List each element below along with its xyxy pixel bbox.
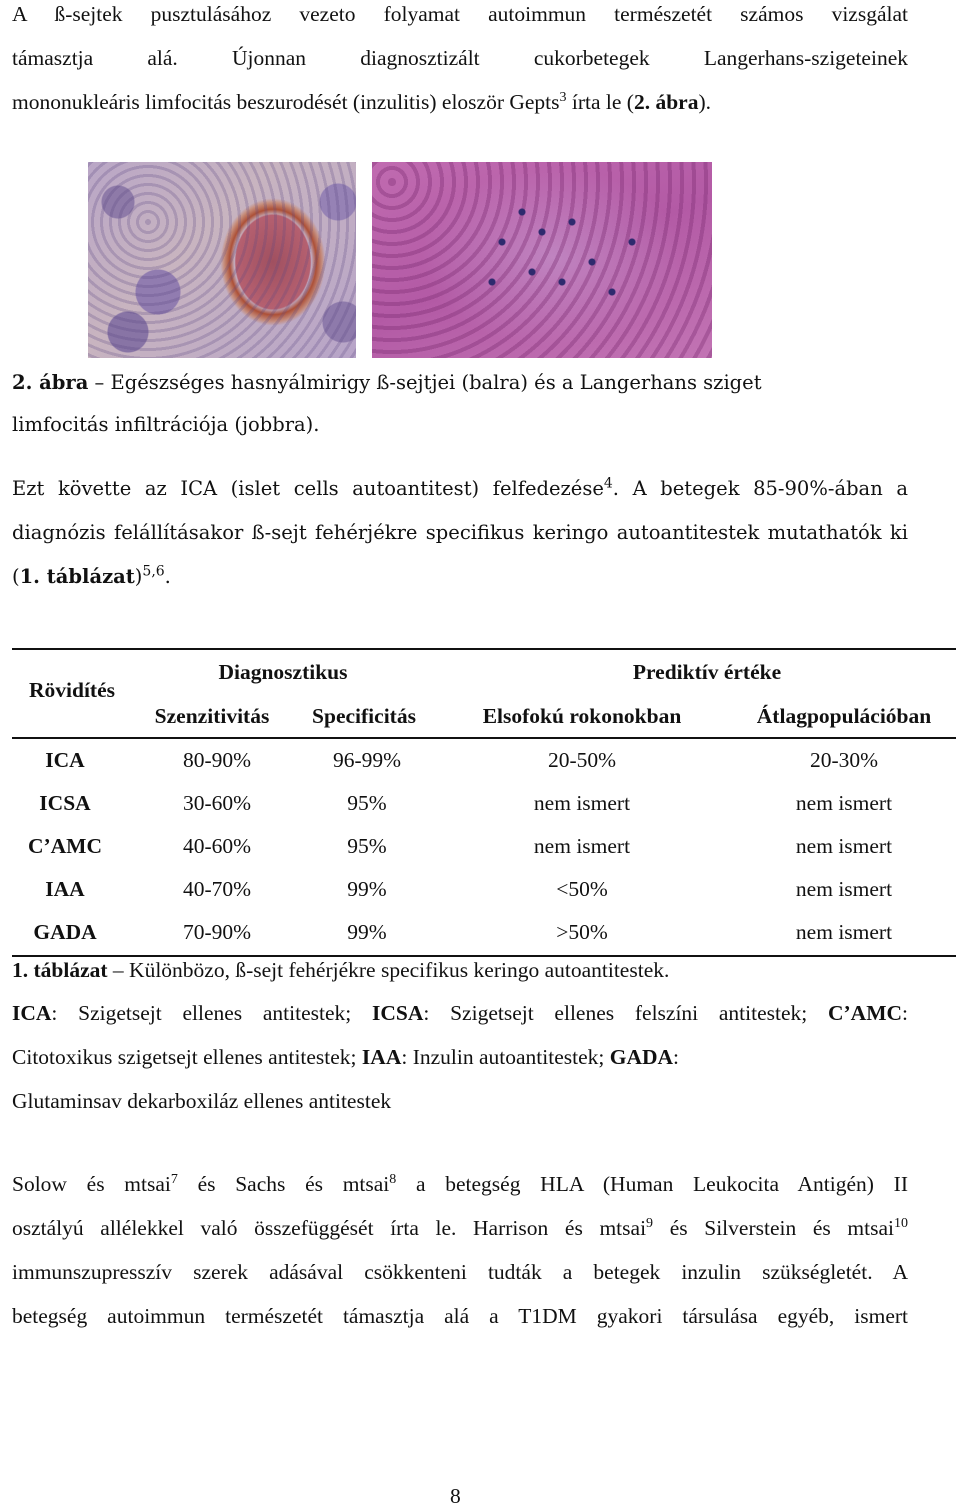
text-line — [12, 80, 908, 124]
citation-3: 3 — [559, 89, 567, 105]
header-first-degree: Elsofokú rokonokban — [482, 704, 682, 728]
row-camc-avg: nem ismert — [795, 834, 893, 858]
text-line: betegség autoimmun természetét támasztja alá a T1DM gyakori társulása egyéb, ismert — [12, 1304, 908, 1328]
header-average-population: Átlagpopulációban — [756, 704, 932, 728]
row-gada-avg: nem ismert — [795, 920, 893, 944]
row-ica-avg: 20-30% — [809, 748, 879, 772]
figure-image-insulitis — [372, 162, 712, 358]
abbr-term: ICA — [12, 1001, 52, 1025]
abbr-term: C’AMC — [827, 1001, 903, 1025]
caption-line — [12, 948, 952, 992]
text: Solow és mtsai — [12, 1172, 171, 1196]
row-iaa-abbr: IAA — [45, 877, 85, 901]
row-icsa-avg: nem ismert — [795, 791, 893, 815]
caption-label: 1. táblázat — [12, 958, 108, 982]
text: : Szigetsejt ellenes felszíni antitestek; — [423, 1001, 828, 1025]
text-line: diagnózis felállításakor ß-sejt fehérjékre specifikus keringo autoantitestek mutathatók ki — [12, 521, 908, 544]
row-ica-sens: 80-90% — [182, 748, 252, 772]
text-line — [12, 1206, 908, 1250]
text-line: támasztja alá. Újonnan diagnosztizált cukorbetegek Langerhans-szigeteinek — [12, 46, 908, 70]
row-ica-spec: 96-99% — [332, 748, 402, 772]
paragraph-intro — [12, 0, 908, 124]
table-ref: 1. táblázat — [19, 565, 135, 588]
row-icsa-spec: 95% — [347, 791, 387, 815]
abbr-term: ICSA — [372, 1001, 424, 1025]
text: : Inzulin autoantitestek; — [401, 1045, 610, 1069]
figure-caption — [12, 362, 908, 446]
text: a betegség HLA (Human Leukocita Antigén) II — [396, 1172, 908, 1196]
text: : — [673, 1045, 680, 1069]
text: : Szigetsejt ellenes antitestek; — [51, 1001, 372, 1025]
text-line — [12, 1035, 908, 1079]
figure-ref: 2. ábra — [633, 90, 699, 114]
text: és Sachs és mtsai — [177, 1172, 390, 1196]
row-camc-sens: 40-60% — [182, 834, 252, 858]
text-line — [12, 991, 908, 1035]
header-diagnostic: Diagnosztikus — [218, 660, 348, 684]
table-header-rule — [12, 737, 956, 739]
header-specificity: Specificitás — [312, 704, 416, 728]
abbreviation-legend — [12, 991, 908, 1123]
text-line — [12, 555, 908, 599]
row-iaa-spec: 99% — [347, 877, 387, 901]
text: osztályú allélekkel való összefüggését írta le. Harrison és mtsai — [12, 1216, 647, 1240]
text: Citotoxikus szigetsejt ellenes antitestek; — [12, 1045, 362, 1069]
text-line: A ß-sejtek pusztulásához vezeto folyamat autoimmun természetét számos vizsgálat — [12, 2, 908, 26]
citation-5-6: 5,6 — [142, 563, 165, 580]
row-gada-spec: 99% — [347, 920, 387, 944]
text: – Egészséges hasnyálmirigy ß-sejtjei (balra) és a Langerhans sziget — [88, 371, 762, 394]
row-iaa-sens: 40-70% — [182, 877, 252, 901]
row-ica-abbr: ICA — [45, 748, 85, 772]
text: Ezt követte az ICA (islet cells autoantitest) felfedezése — [12, 477, 604, 500]
row-gada-sens: 70-90% — [182, 920, 252, 944]
caption-line — [12, 362, 908, 404]
text: – Különbözo, ß-sejt fehérjékre specifikus keringo autoantitestek. — [107, 958, 670, 982]
row-icsa-first: nem ismert — [533, 791, 631, 815]
row-ica-first: 20-50% — [547, 748, 617, 772]
header-predictive: Prediktív értéke — [632, 660, 782, 684]
citation-10: 10 — [893, 1215, 908, 1231]
abbr-term: GADA — [609, 1045, 674, 1069]
text: mononukleáris limfocitás beszurodését (inzulitis) eloször Gepts — [12, 90, 560, 114]
table-caption — [12, 948, 952, 992]
row-iaa-avg: nem ismert — [795, 877, 893, 901]
row-iaa-first: <50% — [556, 877, 608, 901]
text: . A betegek 85-90%-ában a — [612, 477, 908, 500]
caption-line: limfocitás infiltrációja (jobbra). — [12, 413, 320, 436]
row-icsa-sens: 30-60% — [182, 791, 252, 815]
figure-image-healthy-beta-cells — [88, 162, 356, 358]
row-camc-first: nem ismert — [533, 834, 631, 858]
caption-label: 2. ábra — [12, 371, 89, 394]
row-gada-abbr: GADA — [33, 920, 97, 944]
text: : — [902, 1001, 909, 1025]
abbr-term: IAA — [361, 1045, 402, 1069]
paragraph-hla — [12, 1162, 908, 1338]
table-top-rule — [12, 648, 956, 650]
text: és Silverstein és mtsai — [653, 1216, 894, 1240]
row-camc-spec: 95% — [347, 834, 387, 858]
row-icsa-abbr: ICSA — [39, 791, 91, 815]
paragraph-ica — [12, 467, 908, 599]
header-abbreviation: Rövidítés — [29, 678, 115, 702]
text: ( — [12, 565, 20, 588]
page-number: 8 — [450, 1484, 461, 1508]
citation-8: 8 — [389, 1171, 397, 1187]
header-sensitivity: Szenzitivitás — [154, 704, 270, 728]
citation-9: 9 — [646, 1215, 654, 1231]
text-line: Glutaminsav dekarboxiláz ellenes antitestek — [12, 1089, 392, 1113]
citation-7: 7 — [170, 1171, 178, 1187]
text: . — [164, 565, 171, 588]
text-line: immunszupresszív szerek adásával csökkenteni tudták a betegek inzulin szükségletét. A — [12, 1260, 908, 1284]
text: írta le ( — [566, 90, 634, 114]
row-camc-abbr: C’AMC — [27, 834, 103, 858]
citation-4: 4 — [603, 475, 613, 492]
text: ). — [698, 90, 712, 114]
text: ) — [134, 565, 143, 588]
text-line — [12, 467, 908, 511]
row-gada-first: >50% — [556, 920, 608, 944]
text-line — [12, 1162, 908, 1206]
